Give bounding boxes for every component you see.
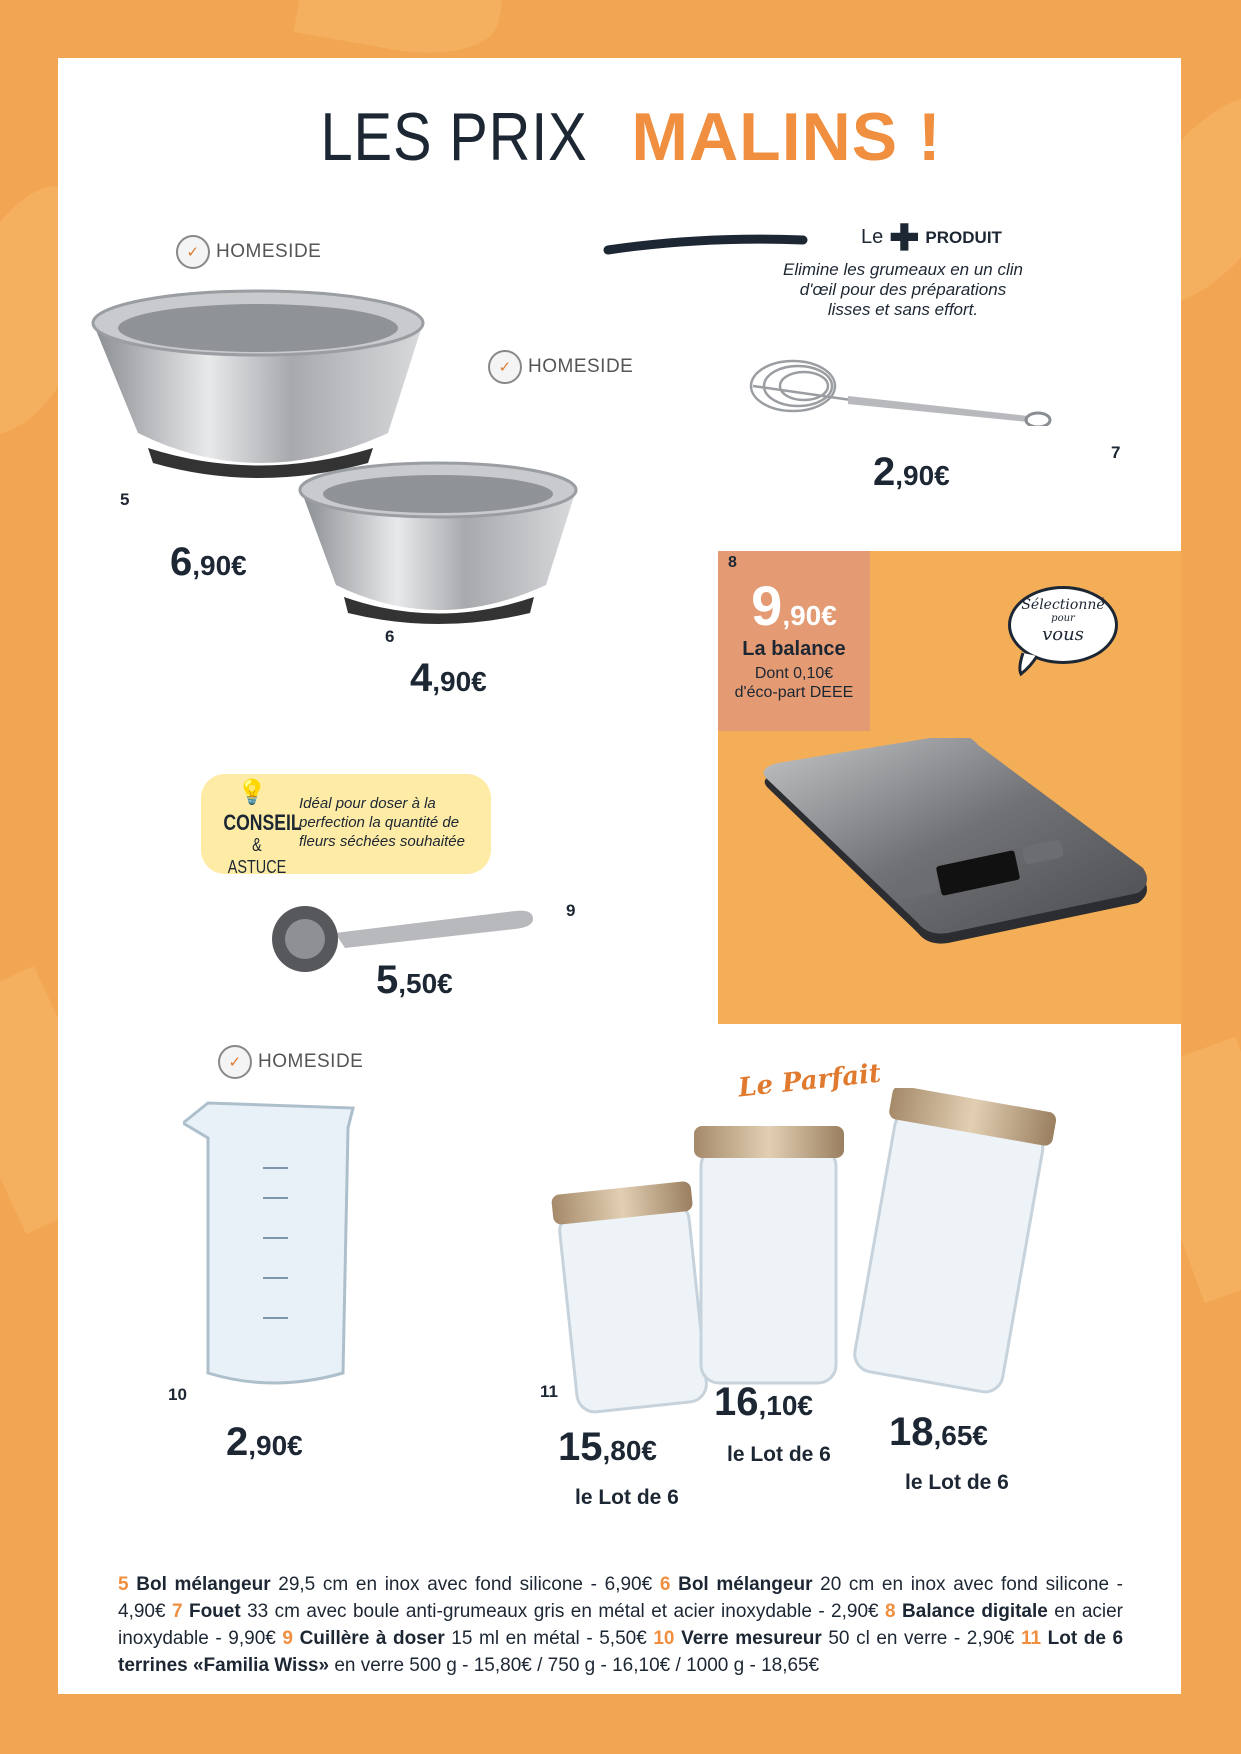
title-underline	[603, 228, 813, 258]
tip-text: Idéal pour doser à la perfection la quantité de fleurs séchées souhaitée	[299, 795, 465, 850]
measuring-glass-image	[183, 1098, 373, 1398]
product-number: 6	[385, 627, 395, 646]
plus-produit-text: Elimine les grumeaux en un clin d'œil pour des préparations lisses et sans effort.	[782, 260, 1023, 319]
scale-label: La balance	[742, 638, 846, 660]
plus-icon: ✚	[889, 216, 920, 258]
eco-part-note: Dont 0,10€ d'éco-part DEEE	[734, 665, 854, 701]
jars-image	[546, 1088, 1136, 1428]
homeside-logo: ✓ HOMESIDE	[218, 1045, 363, 1079]
digital-scale-image	[758, 738, 1158, 988]
product-number: 8	[728, 554, 737, 571]
quality-seal-icon: ✓	[488, 350, 522, 384]
price-jar-1000g: 18,65€	[889, 1410, 988, 1454]
page-title	[58, 98, 1181, 176]
background-leaf	[294, 0, 507, 67]
tip-box	[201, 774, 491, 877]
lot-label: le Lot de 6	[905, 1471, 1009, 1494]
product-number: 11	[540, 1382, 558, 1401]
catalog-page	[58, 58, 1181, 1694]
price-measuring-glass: 2,90€	[226, 1420, 303, 1464]
price-bowl-small: 4,90€	[410, 656, 487, 700]
le-parfait-logo: Le Parfait	[736, 1058, 883, 1104]
product-number: 7	[1111, 443, 1121, 462]
product-description: 5 Bol mélangeur 29,5 cm en inox avec fond silicone - 6,90€ 6 Bol mélangeur 20 cm en inox avec fond silicone - 4,90€ 7 Fouet 33 cm avec boule anti-grumeaux gris en métal et acier inoxydable - 2,90€ 8 Balance digitale en acier inoxydable - 9,90€ 9 Cuillère à doser 15 ml en métal - 5,50€ 10 Verre mesureur 50 cl en verre - 2,90€ 11 Lot de 6 terrines «Familia Wiss» en verre 500 g - 15,80€ / 750 g - 16,10€ / 1000 g - 18,65€	[118, 1574, 1124, 1676]
price-jar-500g: 15,80€	[558, 1425, 657, 1469]
whisk-image	[748, 356, 1068, 426]
title-highlight: MALINS !	[631, 99, 942, 175]
product-number: 5	[120, 490, 130, 509]
lightbulb-icon: 💡	[237, 779, 267, 806]
tip-title: CONSEIL & ASTUCE	[223, 810, 302, 877]
plus-produit-heading: Le ✚ PRODUIT	[861, 216, 1002, 258]
homeside-logo: ✓ HOMESIDE	[176, 235, 321, 269]
selection-badge: Sélectionné pour vous	[1008, 586, 1118, 664]
price-jar-750g: 16,10€	[714, 1380, 813, 1424]
scale-price-box: 8 9,90€ La balance Dont 0,10€ d'éco-part DEEE	[718, 551, 870, 731]
price-bowl-large: 6,90€	[170, 540, 247, 584]
lot-label: le Lot de 6	[575, 1486, 679, 1509]
badge-tail-icon	[1013, 648, 1043, 678]
bowl-small-image	[296, 455, 581, 635]
lot-label: le Lot de 6	[727, 1443, 831, 1466]
quality-seal-icon: ✓	[218, 1045, 252, 1079]
product-number: 10	[168, 1385, 187, 1404]
title-regular: LES PRIX	[320, 99, 588, 175]
quality-seal-icon: ✓	[176, 235, 210, 269]
price-spoon: 5,50€	[376, 958, 453, 1002]
price-whisk: 2,90€	[873, 450, 950, 494]
homeside-logo: ✓ HOMESIDE	[488, 350, 633, 384]
product-number: 9	[566, 901, 576, 920]
